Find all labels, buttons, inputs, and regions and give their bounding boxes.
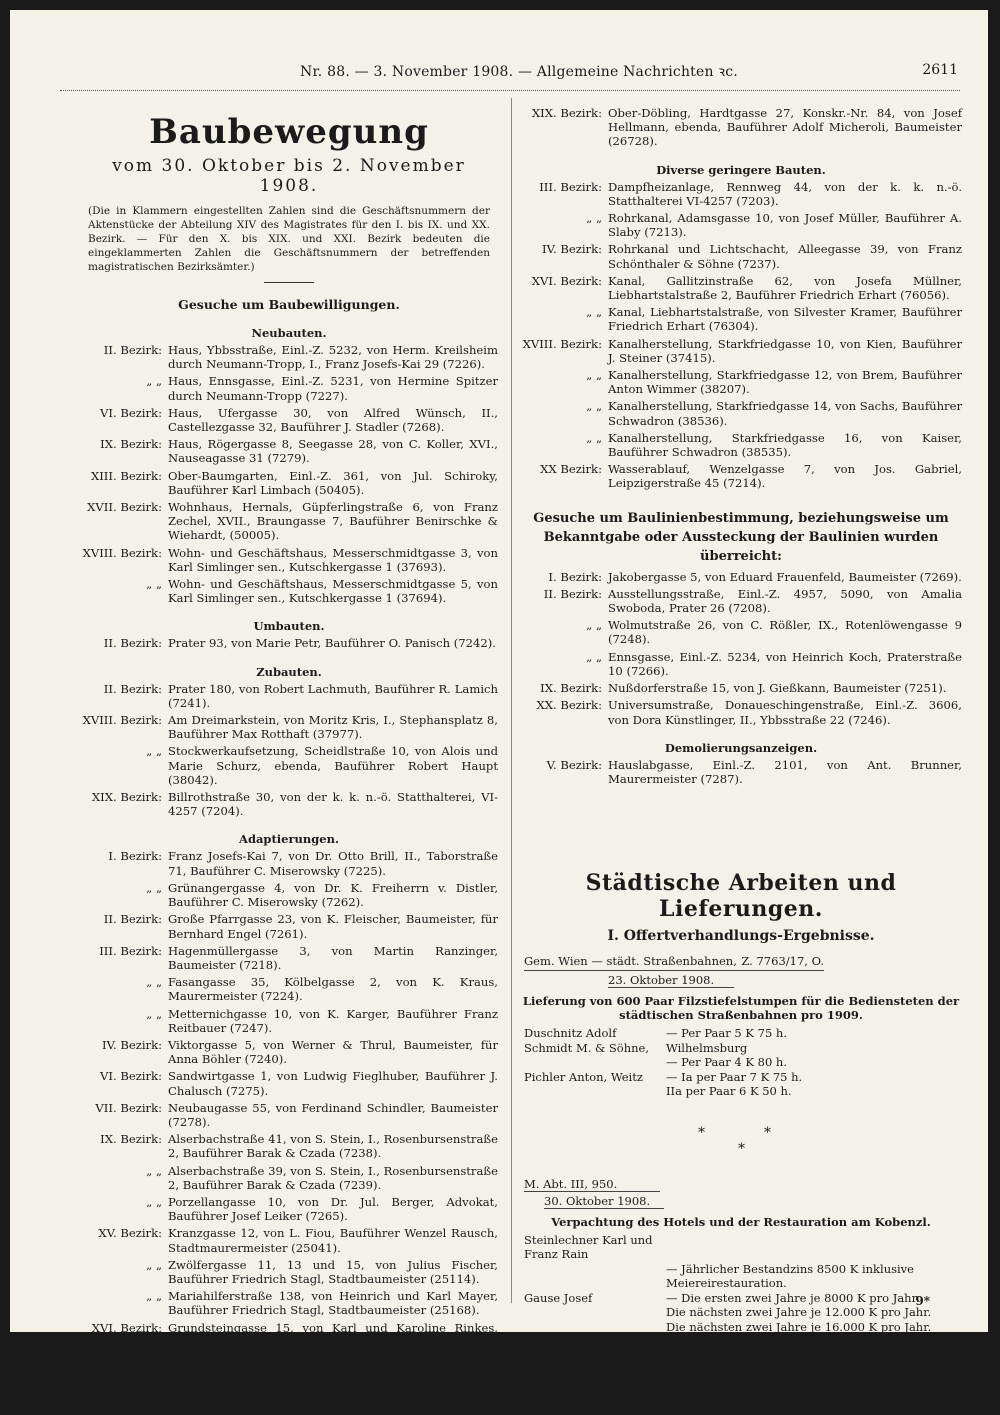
entry-text: Hagenmüllergasse 3, von Martin Ranzinger, Baumeister (7218). bbox=[168, 943, 498, 972]
list-item bbox=[520, 211, 962, 239]
district-label: IX. Bezirk: bbox=[100, 1132, 162, 1147]
list-item bbox=[80, 1164, 498, 1192]
group-title: Umbauten. bbox=[253, 619, 325, 634]
offer-row bbox=[524, 1262, 962, 1291]
entry-text: Fasangasse 35, Kölbelgasse 2, von K. Kraus, Maurermeister (7224). bbox=[168, 975, 498, 1004]
district-label: XIX. Bezirk: bbox=[91, 790, 162, 805]
offer-name bbox=[524, 1320, 666, 1335]
entry-text: Grundsteingasse 15, von Karl und Karoline Rinkes, Bauführer Wenzel Tröster (76507). bbox=[168, 1320, 498, 1349]
contract-line bbox=[524, 954, 824, 971]
district-label: „ „ bbox=[586, 368, 602, 383]
offer-name bbox=[524, 1262, 666, 1291]
offer-value: Die nächsten zwei Jahre je 16.000 K pro Jahr. bbox=[666, 1319, 932, 1334]
entry-text: Porzellangasse 10, von Dr. Jul. Berger, Advokat, Bauführer Josef Leiker (7265). bbox=[168, 1194, 498, 1224]
entry-text: Kanalherstellung, Starkfriedgasse 14, von Sachs, Bauführer Schwadron (38536). bbox=[608, 399, 962, 428]
entry-text: Haus, Rögergasse 8, Seegasse 28, von C. Koller, XVI., Nauseagasse 31 (7279). bbox=[168, 437, 498, 466]
offer-name: Gause Josef bbox=[524, 1290, 593, 1305]
entry-text: Jakobergasse 5, von Eduard Frauenfeld, Baumeister (7269). bbox=[608, 569, 962, 584]
list-item bbox=[80, 744, 498, 787]
list-item bbox=[80, 437, 498, 465]
list-item bbox=[80, 975, 498, 1003]
entry-text: Nußdorferstraße 15, von J. Gießkann, Baumeister (7251). bbox=[608, 681, 947, 696]
district-label: XX Bezirk: bbox=[540, 462, 602, 477]
entry-text: Am Dreimarkstein, von Moritz Kris, I., Stephansplatz 8, Bauführer Max Rotthaft (37977). bbox=[168, 713, 498, 742]
group-title: Zubauten. bbox=[256, 664, 322, 679]
list-item bbox=[80, 1289, 498, 1317]
contract-title: Lieferung von 600 Paar Filzstiefelstumpen für die Bediensteten der städtischen Straßenbahnen pro 1909. bbox=[522, 994, 960, 1023]
list-item bbox=[80, 343, 498, 371]
district-label: III. Bezirk: bbox=[99, 943, 162, 958]
list-item bbox=[520, 758, 962, 786]
district-label: „ „ bbox=[146, 744, 162, 759]
contract-left: Gem. Wien — städt. Straßenbahnen, bbox=[524, 954, 737, 969]
district-label: „ „ bbox=[586, 399, 602, 414]
entry-text: Franz Josefs-Kai 7, von Dr. Otto Brill, II., Taborstraße 71, Bauführer C. Miserowsky (7225). bbox=[168, 849, 498, 878]
list-item bbox=[80, 1226, 498, 1254]
groups-container bbox=[80, 326, 498, 1412]
district-label: „ „ bbox=[146, 975, 162, 990]
offer-row bbox=[524, 1041, 962, 1056]
offer-name: Pichler Anton, Weitz bbox=[524, 1069, 643, 1084]
offer-value: — Ia per Paar 7 K 75 h. bbox=[666, 1069, 803, 1084]
list-item bbox=[80, 546, 498, 574]
baulinien-entries bbox=[520, 570, 962, 727]
entry-text: Wasserablauf, Wenzelgasse 7, von Jos. Gabriel, Leipzigerstraße 45 (7214). bbox=[608, 462, 962, 491]
entry-text: Ausstellungsstraße, Einl.-Z. 4957, 5090, von Amalia Swoboda, Prater 26 (7208). bbox=[608, 586, 962, 616]
article-title: Baubewegung bbox=[149, 112, 429, 152]
section-title: Gesuche um Baubewilligungen. bbox=[178, 297, 400, 312]
entry-text: Rohrkanal und Lichtschacht, Alleegasse 39, von Franz Schönthaler & Söhne (7237). bbox=[608, 242, 962, 271]
entry-text: Wolmutstraße 26, von C. Rößler, IX., Rotenlöwengasse 9 (7248). bbox=[608, 618, 962, 647]
district-label: III. Bezirk: bbox=[539, 179, 602, 194]
offer-row bbox=[524, 1026, 962, 1041]
offer-value: — Die ersten zwei Jahre je 8000 K pro Jahr. bbox=[666, 1290, 920, 1305]
entry-text: Billrothstraße 30, von der k. k. n.-ö. Statthalterei, VI-4257 (7204). bbox=[168, 790, 498, 819]
entry-text: Ober-Baumgarten, Einl.-Z. 361, von Jul. Schiroky, Bauführer Karl Limbach (50405). bbox=[168, 468, 498, 497]
offer-row bbox=[524, 1320, 962, 1335]
offert-title: I. Offertverhandlungs-Ergebnisse. bbox=[607, 928, 875, 945]
district-label: XVIII. Bezirk: bbox=[82, 1351, 162, 1366]
entry-text: Wohn- und Geschäftshaus, Messerschmidtgasse 3, von Karl Simlinger sen., Kutschkergasse 1 (37693). bbox=[168, 545, 498, 574]
entry-text: Haus, Ufergasse 30, von Alfred Wünsch, II., Castellezgasse 32, Bauführer J. Stadler (7268). bbox=[168, 405, 498, 435]
entry-text: Rathstraße 8, von Johann Hochmayer, ebenda, Bauführer Johann Kloiber (38141). bbox=[168, 1383, 498, 1412]
list-item bbox=[520, 399, 962, 427]
district-label: II. Bezirk: bbox=[103, 636, 162, 651]
district-label: IV. Bezirk: bbox=[102, 1037, 162, 1052]
district-label: „ „ bbox=[586, 618, 602, 633]
entry-text: Prater 93, von Marie Petr, Bauführer O. Panisch (7242). bbox=[168, 636, 496, 651]
district-label: XX. Bezirk: bbox=[536, 698, 602, 713]
divider bbox=[264, 282, 314, 283]
district-label: VII. Bezirk: bbox=[95, 1100, 162, 1115]
offer-name: Steinlechner Karl und Franz Rain bbox=[524, 1232, 653, 1262]
reference: M. Abt. III, 950. bbox=[524, 1177, 660, 1192]
entry-text: Kranzgasse 12, von L. Fiou, Bauführer Wenzel Rausch, Stadtmaurermeister (25041). bbox=[168, 1226, 498, 1255]
district-label: „ „ bbox=[146, 1257, 162, 1272]
list-item bbox=[80, 1069, 498, 1097]
group-title: Neubauten. bbox=[251, 326, 327, 340]
entry-text: Kanalherstellung, Starkfriedgasse 12, von Brem, Bauführer Anton Wimmer (38207). bbox=[608, 368, 962, 397]
entry-text: Rohrkanal, Adamsgasse 10, von Josef Müller, Bauführer A. Slaby (7213). bbox=[608, 211, 962, 240]
list-item bbox=[80, 577, 498, 605]
list-item bbox=[520, 106, 962, 149]
district-label: „ „ bbox=[146, 880, 162, 895]
district-label: IV. Bezirk: bbox=[542, 242, 602, 257]
list-item bbox=[520, 305, 962, 333]
entry-text: Alserbachstraße 41, von S. Stein, I., Rosenbursenstraße 2, Bauführer Barak & Czada (7238). bbox=[168, 1132, 498, 1161]
district-label: „ „ bbox=[146, 1194, 162, 1209]
article-note: (Die in Klammern eingestellten Zahlen sind die Geschäftsnummern der Aktenstücke der Abteilung XIV des Magistrates für den I. bis IX. und XX. Bezirk. — Für den X. bis XIX. und XXI. Bezirk bedeuten die eingeklammerten Zahlen die Geschäftsnummern der betreffenden magistratischen Bezirksämter.) bbox=[88, 205, 490, 273]
list-item bbox=[80, 636, 498, 650]
entry-text: Dampfheizanlage, Rennweg 44, von der k. k. n.-ö. Statthalterei VI-4257 (7203). bbox=[608, 179, 962, 208]
offer-value bbox=[666, 1233, 962, 1262]
district-label: II. Bezirk: bbox=[543, 586, 602, 601]
entry-text: Alserbachstraße 39, von S. Stein, I., Rosenbursenstraße 2, Bauführer Barak & Czada (7239). bbox=[168, 1163, 498, 1192]
list-item bbox=[520, 681, 962, 695]
entry-text: Universumstraße, Donaueschingenstraße, Einl.-Z. 3606, von Dora Künstlinger, II., Ybbsstraße 22 (7246). bbox=[608, 698, 962, 727]
list-item bbox=[80, 1383, 498, 1411]
list-item bbox=[520, 698, 962, 726]
district-label: IX. Bezirk: bbox=[100, 437, 162, 452]
star: * bbox=[738, 1140, 745, 1157]
list-item bbox=[80, 912, 498, 940]
district-label: I. Bezirk: bbox=[108, 849, 162, 864]
district-label: XVIII. Bezirk: bbox=[82, 713, 162, 728]
entry-text: Ober-Döbling, Hardtgasse 27, Konskr.-Nr. 84, von Josef Hellmann, ebenda, Bauführer Adolf Micheroli, Baumeister (26728). bbox=[608, 106, 962, 149]
diverse-entries bbox=[520, 180, 962, 491]
demol-entries bbox=[520, 758, 962, 786]
list-item bbox=[80, 1258, 498, 1286]
district-label: XVIII. Bezirk: bbox=[522, 336, 602, 351]
district-label: IX. Bezirk: bbox=[540, 681, 602, 696]
entry-text: Neubaugasse 55, von Ferdinand Schindler, Baumeister (7278). bbox=[168, 1100, 498, 1129]
offer-row bbox=[524, 1070, 962, 1085]
offer-row bbox=[524, 1291, 962, 1306]
list-item bbox=[80, 1007, 498, 1035]
entry-text: Viktorgasse 5, von Werner & Thrul, Baumeister, für Anna Böhler (7240). bbox=[168, 1037, 498, 1067]
list-item bbox=[80, 713, 498, 741]
list-item bbox=[80, 944, 498, 972]
district-label: „ „ bbox=[146, 577, 162, 592]
district-label: „ „ bbox=[586, 649, 602, 664]
list-item bbox=[80, 1132, 498, 1160]
entry-text: Kanal, Liebhartstalstraße, von Silvester Kramer, Bauführer Friedrich Erhart (76304). bbox=[608, 305, 962, 334]
district-label: XV. Bezirk: bbox=[98, 1226, 162, 1241]
offer-name: Schmidt M. & Söhne, bbox=[524, 1040, 650, 1055]
district-label: VI. Bezirk: bbox=[100, 1069, 162, 1084]
district-label: „ „ bbox=[586, 305, 602, 320]
page-number: 2611 bbox=[922, 62, 958, 78]
list-item bbox=[520, 462, 962, 490]
reference-date: 30. Oktober 1908. bbox=[544, 1194, 664, 1209]
list-item bbox=[80, 1352, 498, 1380]
column-divider bbox=[511, 98, 512, 1303]
entry-text: Grünangergasse 4, von Dr. K. Freiherrn v. Distler, Bauführer C. Miserowsky (7262). bbox=[168, 880, 498, 910]
district-label: „ „ bbox=[146, 1289, 162, 1304]
list-item bbox=[80, 406, 498, 434]
district-label: „ „ bbox=[146, 1006, 162, 1021]
header-rule bbox=[60, 90, 960, 91]
offer-value: — Jährlicher Bestandzins 8500 K inklusive Meiereirestauration. bbox=[666, 1261, 914, 1291]
offer-row bbox=[524, 1055, 962, 1070]
top-entries bbox=[520, 106, 962, 149]
district-label: I. Bezirk: bbox=[548, 569, 602, 584]
entry-text: Prater 180, von Robert Lachmuth, Bauführer R. Lamich (7241). bbox=[168, 681, 498, 710]
header-text: Nr. 88. — 3. November 1908. — Allgemeine Nachrichten ꝛc. bbox=[300, 64, 738, 80]
right-column bbox=[520, 106, 962, 1334]
article-subtitle: vom 30. Oktober bis 2. November 1908. bbox=[112, 156, 466, 196]
list-item bbox=[80, 849, 498, 877]
page-header bbox=[60, 60, 960, 86]
district-label: „ „ bbox=[146, 1163, 162, 1178]
arbeiten-title: Städtische Arbeiten und Lieferungen. bbox=[585, 870, 897, 923]
demol-title: Demolierungsanzeigen. bbox=[664, 740, 818, 755]
offer-row bbox=[524, 1084, 962, 1099]
list-item bbox=[80, 682, 498, 710]
offer-value: — Per Paar 4 K 80 h. bbox=[666, 1055, 787, 1070]
list-item bbox=[520, 274, 962, 302]
offer-value: Wilhelmsburg bbox=[666, 1040, 748, 1055]
district-label: VI. Bezirk: bbox=[100, 405, 162, 420]
district-label: XVII. Bezirk: bbox=[87, 500, 162, 515]
entry-text: Wohnhaus, Hernals, Güpferlingstraße 6, von Franz Zechel, XVII., Braungasse 7, Bauführer Benirschke & Wiehardt, (50005). bbox=[168, 500, 498, 543]
offer-row bbox=[524, 1305, 962, 1320]
list-item bbox=[520, 368, 962, 396]
entry-text: Sandwirtgasse 1, von Ludwig Fieglhuber, Bauführer J. Chalusch (7275). bbox=[168, 1069, 498, 1098]
lease-list bbox=[524, 1233, 962, 1335]
district-label: II. Bezirk: bbox=[103, 912, 162, 927]
left-column bbox=[80, 100, 498, 1415]
group-title: Adaptierungen. bbox=[239, 832, 339, 847]
district-label: XVIII. Bezirk: bbox=[82, 545, 162, 560]
entry-text: Hauslabgasse, Einl.-Z. 2101, von Ant. Brunner, Maurermeister (7287). bbox=[608, 757, 962, 786]
footer-mark: 9* bbox=[915, 1294, 930, 1308]
list-item bbox=[520, 650, 962, 678]
district-label: XVI. Bezirk: bbox=[531, 273, 602, 288]
offers-list bbox=[524, 1026, 962, 1099]
contract-date: 23. Oktober 1908. bbox=[608, 973, 734, 988]
star: * bbox=[764, 1124, 771, 1141]
list-item bbox=[520, 587, 962, 615]
entry-text: Kanalherstellung, Starkfriedgasse 10, von Kien, Bauführer J. Steiner (37415). bbox=[608, 336, 962, 365]
offer-value: — Per Paar 5 K 75 h. bbox=[666, 1026, 787, 1041]
district-label: II. Bezirk: bbox=[103, 681, 162, 696]
list-item bbox=[520, 337, 962, 365]
district-label: XIII. Bezirk: bbox=[90, 468, 162, 483]
offer-row bbox=[524, 1233, 962, 1262]
district-label: II. Bezirk: bbox=[103, 343, 162, 357]
list-item bbox=[80, 881, 498, 909]
contract-right: Z. 7763/17, O. bbox=[741, 954, 824, 969]
district-label: XIX. Bezirk: bbox=[531, 106, 602, 120]
district-label: XVI. Bezirk: bbox=[91, 1320, 162, 1335]
offer-name bbox=[524, 1055, 666, 1070]
district-label: „ „ bbox=[586, 430, 602, 445]
offer-value: IIa per Paar 6 K 50 h. bbox=[666, 1084, 792, 1099]
entry-text: Wohn- und Geschäftshaus, Messerschmidtgasse 5, von Karl Simlinger sen., Kutschkergasse 1 (37694). bbox=[168, 577, 498, 606]
diverse-title: Diverse geringere Bauten. bbox=[656, 162, 826, 177]
list-item bbox=[80, 1321, 498, 1349]
entry-text: Marsanogasse 1, von Franz Straßer, ebenda, Bauführer Josef Schober (37607). bbox=[168, 1351, 498, 1381]
list-item bbox=[80, 374, 498, 402]
list-item bbox=[520, 242, 962, 270]
district-label: V. Bezirk: bbox=[546, 757, 602, 772]
district-label: „ „ bbox=[586, 211, 602, 226]
entry-text: Ennsgasse, Einl.-Z. 5234, von Heinrich Koch, Praterstraße 10 (7266). bbox=[608, 649, 962, 678]
entry-text: Stockwerkaufsetzung, Scheidlstraße 10, von Alois und Marie Schurz, ebenda, Bauführer Robert Haupt (38042). bbox=[168, 744, 498, 787]
offer-name: Duschnitz Adolf bbox=[524, 1026, 617, 1041]
newspaper-page bbox=[10, 10, 988, 1412]
district-label: „ „ bbox=[146, 1383, 162, 1398]
entry-text: Mariahilferstraße 138, von Heinrich und Karl Mayer, Bauführer Friedrich Stagl, Stadtbaumeister (25168). bbox=[168, 1289, 498, 1318]
list-item bbox=[80, 469, 498, 497]
list-item bbox=[80, 1038, 498, 1066]
offer-name bbox=[524, 1305, 666, 1320]
lease-title: Verpachtung des Hotels und der Restauration am Kobenzl. bbox=[551, 1214, 931, 1229]
entry-text: Haus, Ybbsstraße, Einl.-Z. 5232, von Herm. Kreilsheim durch Neumann-Tropp, I., Franz Josefs-Kai 29 (7226). bbox=[168, 343, 498, 372]
entry-text: Metternichgasse 10, von K. Karger, Bauführer Franz Reitbauer (7247). bbox=[168, 1006, 498, 1035]
list-item bbox=[520, 618, 962, 646]
entry-text: Haus, Ennsgasse, Einl.-Z. 5231, von Hermine Spitzer durch Neumann-Tropp (7227). bbox=[168, 374, 498, 403]
list-item bbox=[80, 500, 498, 543]
list-item bbox=[520, 570, 962, 584]
entry-text: Kanal, Gallitzinstraße 62, von Josefa Müllner, Liebhartstalstraße 2, Bauführer Friedrich Erhart (76056). bbox=[608, 273, 962, 303]
list-item bbox=[80, 1101, 498, 1129]
entry-text: Zwölfergasse 11, 13 und 15, von Julius Fischer, Bauführer Friedrich Stagl, Stadtbaumeister (25114). bbox=[168, 1257, 498, 1286]
district-label: „ „ bbox=[146, 374, 162, 389]
list-item bbox=[520, 431, 962, 459]
offer-value: Die nächsten zwei Jahre je 12.000 K pro Jahr. bbox=[666, 1305, 932, 1320]
star: * bbox=[698, 1124, 705, 1141]
separator-stars bbox=[520, 1117, 962, 1167]
entry-text: Große Pfarrgasse 23, von K. Fleischer, Baumeister, für Bernhard Engel (7261). bbox=[168, 912, 498, 941]
list-item bbox=[80, 1195, 498, 1223]
list-item bbox=[80, 790, 498, 818]
baulinien-title: Gesuche um Baulinienbestimmung, beziehungsweise um Bekanntgabe oder Aussteckung der Baulinien wurden überreicht: bbox=[533, 510, 949, 564]
entry-text: Kanalherstellung, Starkfriedgasse 16, von Kaiser, Bauführer Schwadron (38535). bbox=[608, 430, 962, 460]
offer-name bbox=[524, 1084, 666, 1099]
list-item bbox=[520, 180, 962, 208]
